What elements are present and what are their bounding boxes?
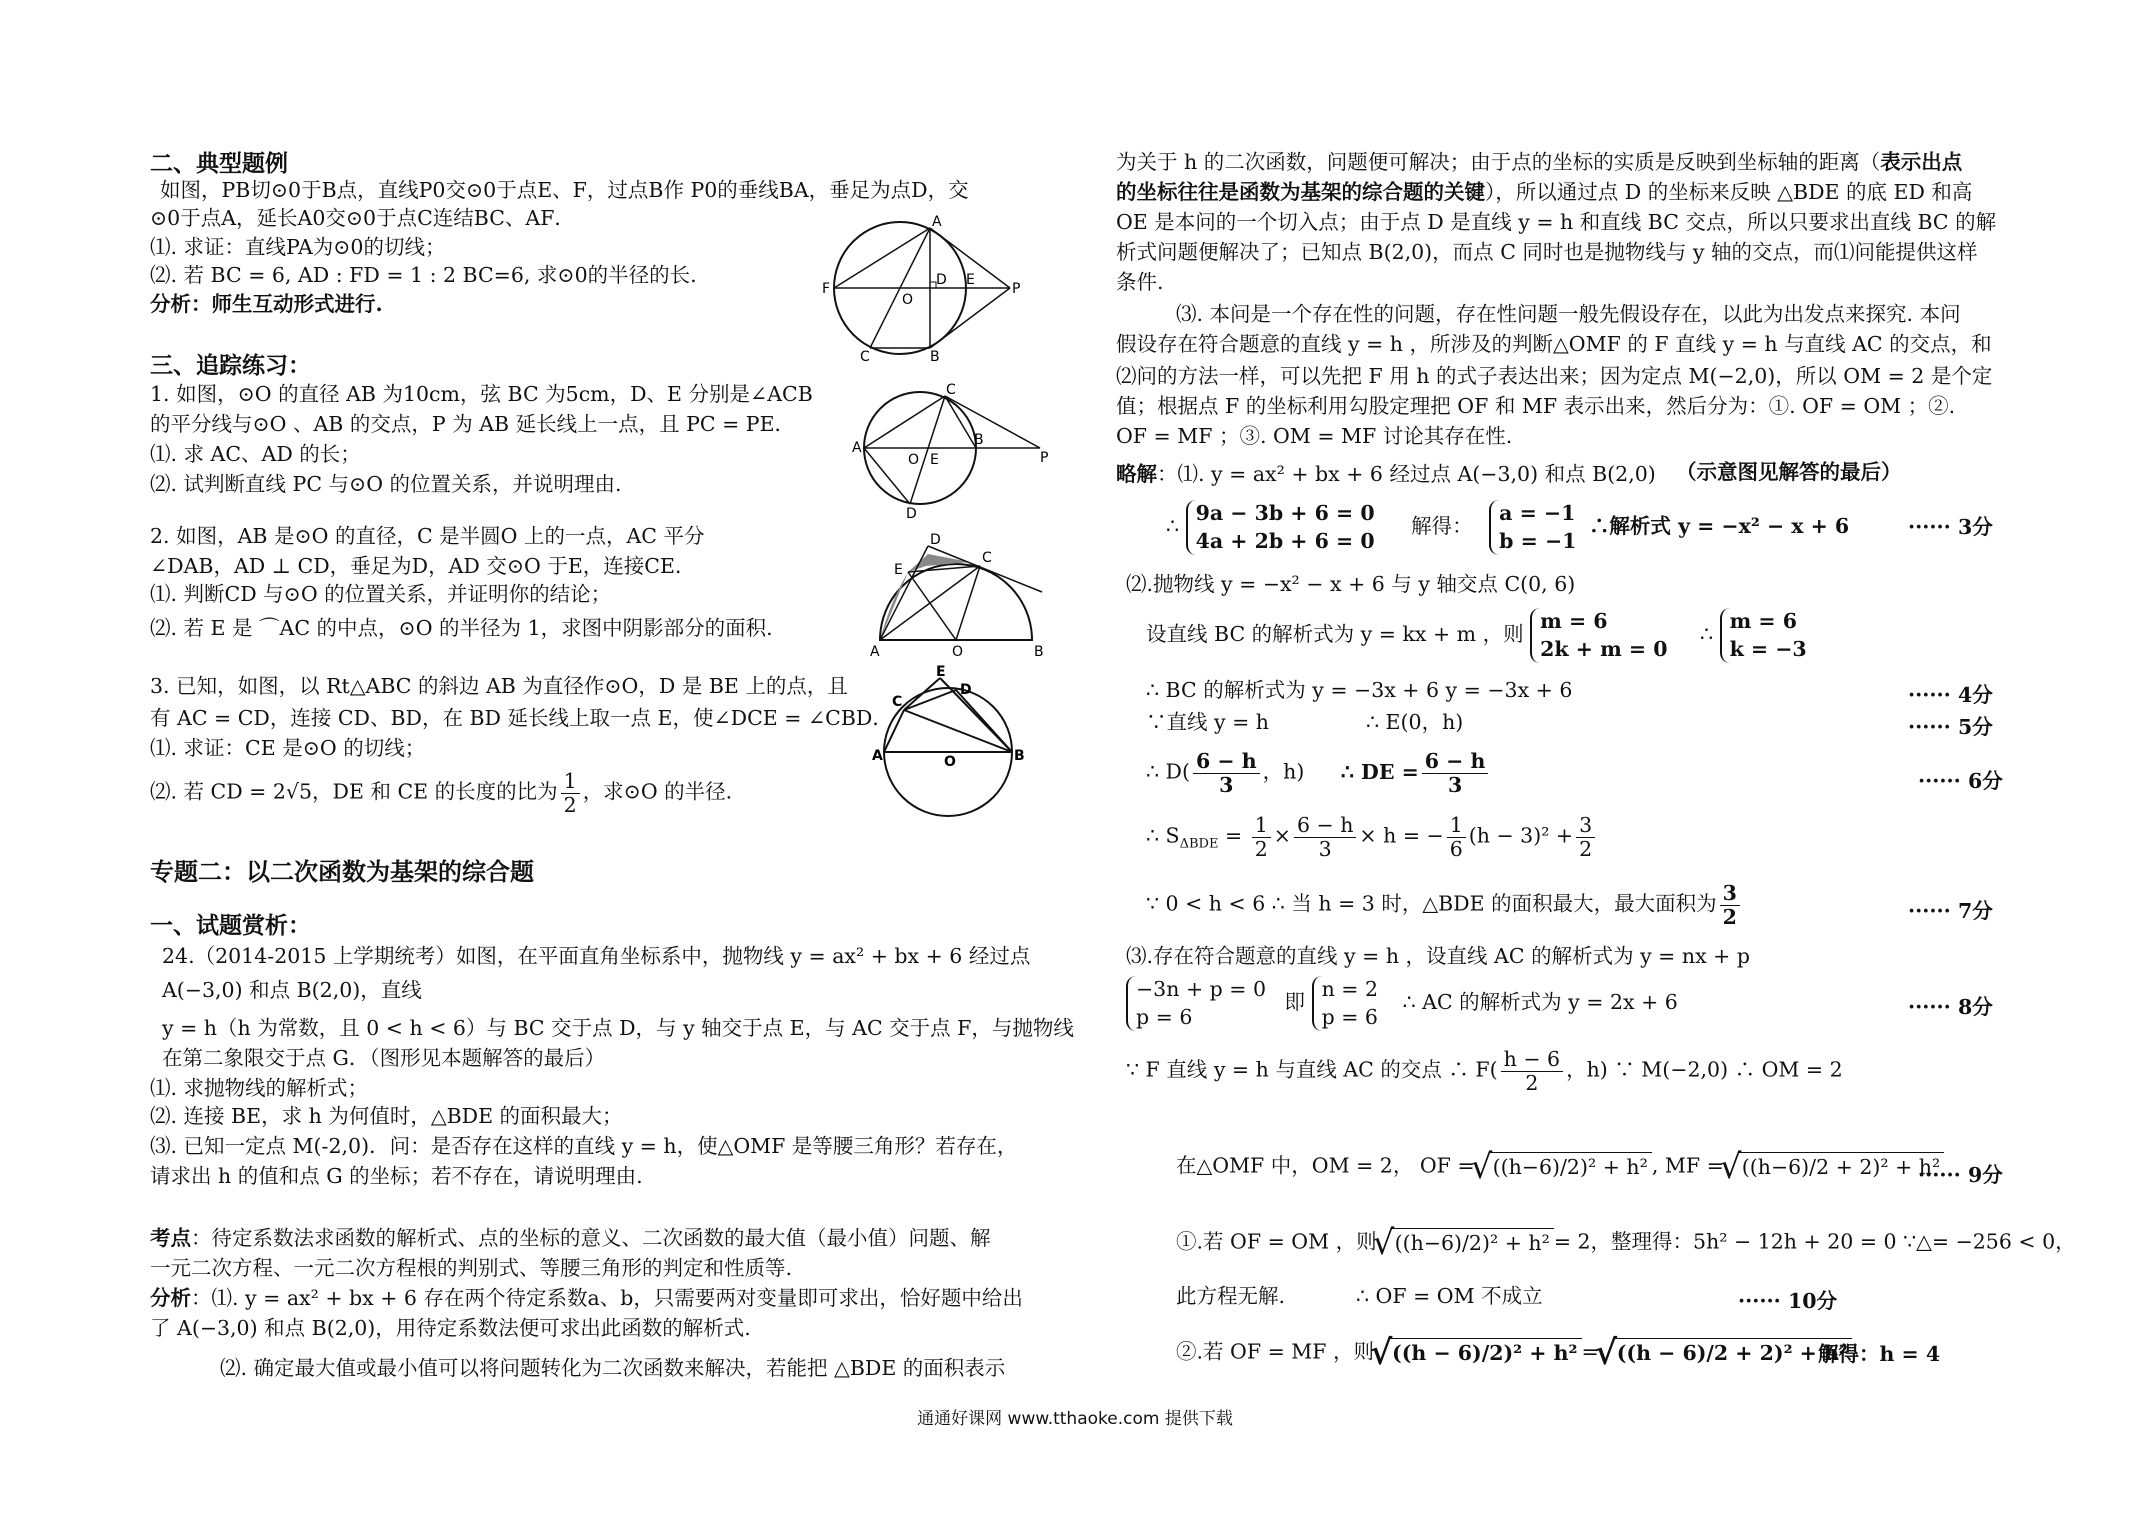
analysis-part-3: 假设存在符合题意的直线 y = h ，所涉及的判断△OMF 的 F 直线 y = h 与直线 AC 的交点，和: [1116, 332, 1992, 356]
example-question-2: ⑵. 若 BC = 6, AD : FD = 1 : 2 BC=6, 求⊙0的半径的长.: [150, 263, 697, 287]
solution-step-2: ⑵.抛物线 y = −x² − x + 6 与 y 轴交点 C(0, 6): [1126, 572, 1576, 596]
svg-text:C: C: [946, 382, 956, 398]
section-title-typical-examples: 二、典型题例: [150, 150, 288, 177]
problem-2-text: ∠DAB，AD ⊥ CD，垂足为D，AD 交⊙O 于E，连接CE．: [150, 554, 696, 578]
analysis-continued: 为关于 h 的二次函数，问题便可解决；由于点的坐标的实质是反映到坐标轴的距离（表示出点: [1116, 150, 1963, 174]
section-title-appreciation: 一、试题赏析：: [150, 912, 311, 939]
problem-2-text: 2. 如图，AB 是⊙O 的直径，C 是半圆O 上的一点，AC 平分: [150, 524, 705, 548]
figure-semicircle-shaded: [866, 532, 1066, 667]
solution-h-value: 解得：h = 4: [1818, 1342, 1941, 1366]
example-analysis: 分析：师生互动形式进行.: [150, 292, 383, 316]
question-24-part-1: ⑴. 求抛物线的解析式；: [150, 1076, 369, 1100]
solution-no-solution: 此方程无解.: [1176, 1284, 1286, 1308]
example-text: ⊙0于点A，延长A0交⊙0于点C连结BC、AF．: [150, 206, 575, 230]
score-5: ······ 5分: [1908, 715, 1993, 739]
analysis-continued: 的坐标往往是函数为基架的综合题的关键），所以通过点 D 的坐标来反映 △BDE 的底 ED 和高: [1116, 180, 1973, 204]
svg-text:O: O: [908, 452, 920, 468]
score-10: ······ 10分: [1738, 1289, 1837, 1313]
question-24-part-3: ⑶. 已知一定点 M(-2,0)．问：是否存在这样的直线 y = h，使△OMF 是等腰三角形？若存在，: [150, 1134, 1018, 1158]
footer-watermark: 通通好课网 www.tthaoke.com 提供下载: [917, 1409, 1233, 1429]
solution-omf-lengths: 在△OMF 中，OM = 2， OF =√ ((h−6)/2)² + h² , MF =√ ((h−6)/2 + 2)² + h²: [1176, 1152, 1944, 1182]
svg-text:A: A: [872, 748, 883, 764]
solution-area-bde: ∴ $S_{\Delta BDE}$ = $\frac{1}{2}$ × $\frac{6 - h}{3}$ × h = − $\frac{1}{6}$ (h − 3)² + $\frac{3}{2}$: [1146, 814, 1598, 860]
score-3: ······ 3分: [1908, 515, 1993, 539]
svg-text:A: A: [852, 440, 862, 456]
svg-text:O: O: [952, 644, 964, 660]
solution-line-e: ∵直线 y = h: [1146, 710, 1270, 734]
solution-step-3: ⑶.存在符合题意的直线 y = h ，设直线 AC 的解析式为 y = nx + p: [1126, 944, 1750, 968]
svg-text:E: E: [966, 272, 975, 288]
svg-text:O: O: [944, 754, 956, 770]
analysis-part-3: OF = MF ；③. OM = MF 讨论其存在性.: [1116, 424, 1513, 448]
svg-text:E: E: [936, 664, 946, 680]
analysis-part-3: ⑵问的方法一样，可以先把 F 用 h 的式子表达出来；因为定点 M(−2,0)，所以 OM = 2 是个定: [1116, 364, 1993, 388]
score-6: ······ 6分: [1918, 769, 2003, 793]
solution-case-2: ②.若 OF = MF ，则√ ((h − 6)/2)² + h² =√ ((h − 6)/2 + 2)² + h²: [1176, 1338, 1852, 1368]
svg-text:B: B: [930, 349, 940, 365]
svg-text:B: B: [974, 432, 984, 448]
analysis-continued: OE 是本问的一个切入点；由于点 D 是直线 y = h 和直线 BC 交点，所以只要求出直线 BC 的解: [1116, 210, 1997, 234]
svg-text:A: A: [870, 644, 880, 660]
problem-1-text: 1. 如图，⊙O 的直径 AB 为10cm，弦 BC 为5cm，D、E 分别是∠ACB: [150, 382, 813, 406]
solution-system-1: ∴ 9a − 3b + 6 = 0 4a + 2b + 6 = 0 解得： a = −1 b = −1 ∴解析式 y = −x² − x + 6: [1166, 500, 1849, 555]
problem-2-question-2: ⑵. 若 E 是 ⌒AC 的中点，⊙O 的半径为 1，求图中阴影部分的面积.: [150, 616, 773, 640]
figure-circle-abcdep: [850, 382, 1050, 522]
svg-text:O: O: [902, 292, 914, 308]
analysis: 了 A(−3,0) 和点 B(2,0)，用待定系数法便可求出此函数的解析式.: [150, 1316, 751, 1340]
figure-tangent-circle: [820, 214, 1021, 365]
problem-1-question-2: ⑵. 试判断直线 PC 与⊙O 的位置关系，并说明理由.: [150, 472, 622, 496]
solution-step-1: 略解：⑴. y = ax² + bx + 6 经过点 A(−3,0) 和点 B(2,0): [1116, 462, 1656, 486]
problem-2-question-1: ⑴. 判断CD 与⊙O 的位置关系，并证明你的结论；: [150, 582, 612, 606]
question-24-part-2: ⑵. 连接 BE，求 h 为何值时，△BDE 的面积最大；: [150, 1104, 623, 1128]
svg-text:D: D: [936, 272, 947, 288]
question-24-part-3: 请求出 h 的值和点 G 的坐标；若不存在，请说明理由.: [150, 1164, 643, 1188]
score-9: ······ 9分: [1918, 1163, 2003, 1187]
svg-text:D: D: [906, 506, 917, 522]
question-24-text: A(−3,0) 和点 B(2,0)，直线: [162, 978, 422, 1002]
question-24-text: 24.（2014-2015 上学期统考）如图，在平面直角坐标系中，抛物线 y = ax² + bx + 6 经过点: [162, 944, 1031, 968]
solution-max-area: ∵ 0 < h < 6 ∴ 当 h = 3 时，△BDE 的面积最大，最大面积为 $\frac{3}{2}$: [1146, 882, 1743, 928]
problem-3-text: 3. 已知，如图，以 Rt△ABC 的斜边 AB 为直径作⊙O，D 是 BE 上的点，且: [150, 674, 848, 698]
svg-text:D: D: [960, 682, 972, 698]
svg-text:C: C: [860, 349, 870, 365]
question-24-text: 在第二象限交于点 G．（图形见本题解答的最后）: [162, 1046, 606, 1070]
svg-text:B: B: [1034, 644, 1044, 660]
svg-text:E: E: [930, 452, 939, 468]
problem-3-question-1: ⑴. 求证：CE 是⊙O 的切线；: [150, 736, 426, 760]
topic-2-title: 专题二：以二次函数为基架的综合题: [150, 857, 534, 886]
score-7: ······ 7分: [1908, 899, 1993, 923]
solution-figure-note: （示意图见解答的最后）: [1676, 460, 1902, 484]
analysis: ⑵. 确定最大值或最小值可以将问题转化为二次函数来解决，若能把 △BDE 的面积表示: [220, 1356, 1006, 1380]
analysis-continued: 条件.: [1116, 270, 1164, 294]
analysis-part-3: 值；根据点 F 的坐标利用勾股定理把 OF 和 MF 表示出来，然后分为：①. OF = OM ；②.: [1116, 394, 1956, 418]
key-points: 一元二次方程、一元二次方程根的判别式、等腰三角形的判定和性质等.: [150, 1256, 793, 1280]
svg-text:C: C: [982, 550, 992, 566]
solution-case-1: ①.若 OF = OM ，则√ ((h−6)/2)² + h² = 2，整理得：5h² − 12h + 20 = 0 ∵△= −256 < 0，: [1176, 1228, 2076, 1258]
svg-text:D: D: [930, 532, 941, 548]
solution-point-e: ∴ E(0，h): [1366, 710, 1464, 734]
svg-text:A: A: [932, 214, 942, 230]
example-question-1: ⑴. 求证：直线PA为⊙0的切线；: [150, 235, 446, 259]
svg-text:C: C: [892, 694, 903, 710]
question-24-text: y = h（h 为常数，且 0 < h < 6）与 BC 交于点 D，与 y 轴交于点 E，与 AC 交于点 F，与抛物线: [162, 1016, 1074, 1040]
section-title-practice: 三、追踪练习：: [150, 352, 311, 379]
solution-system-ac: −3n + p = 0 p = 6 即 n = 2 p = 6 ∴ AC 的解析式为 y = 2x + 6: [1126, 976, 1678, 1031]
problem-3-text: 有 AC = CD，连接 CD、BD，在 BD 延长线上取一点 E，使∠DCE = ∠CBD．: [150, 706, 893, 730]
svg-text:P: P: [1040, 450, 1049, 466]
analysis-continued: 析式问题便解决了；已知点 B(2,0)，而点 C 同时也是抛物线与 y 轴的交点，而⑴问能提供这样: [1116, 240, 1978, 264]
solution-of-ne-om: ∴ OF = OM 不成立: [1356, 1284, 1543, 1308]
solution-point-f: ∵ F 直线 y = h 与直线 AC 的交点 ∴ F( $\frac{h - 6}{2}$ ，h) ∵ M(−2,0) ∴ OM = 2: [1126, 1047, 1843, 1095]
score-4: ······ 4分: [1908, 683, 1993, 707]
problem-1-question-1: ⑴. 求 AC、AD 的长；: [150, 442, 361, 466]
solution-point-d: ∴ D( $\frac{6 - h}{3}$ ，h) ∴ DE = $\frac{6 - h}{3}$: [1146, 750, 1491, 796]
solution-line-bc: 设直线 BC 的解析式为 y = kx + m ，则 m = 6 2k + m = 0 ∴ m = 6 k = −3: [1146, 608, 1807, 663]
problem-3-question-2: ⑵. 若 CD = 2√5，DE 和 CE 的长度的比为 $\frac{1}{2}$ ，求⊙O 的半径.: [150, 769, 733, 817]
analysis-part-3: ⑶. 本问是一个存在性的问题，存在性问题一般先假设存在，以此为出发点来探究. 本问: [1176, 302, 1961, 326]
svg-text:F: F: [822, 281, 831, 297]
key-points: 考点：待定系数法求函数的解析式、点的坐标的意义、二次函数的最大值（最小值）问题、解: [150, 1226, 991, 1250]
example-text: 如图，PB切⊙0于B点，直线P0交⊙0于点E、F，过点B作 P0的垂线BA，垂足为点D，交: [160, 178, 969, 202]
figure-circle-abcde: [856, 664, 1056, 825]
score-8: ······ 8分: [1908, 995, 1993, 1019]
analysis: 分析：⑴. y = ax² + bx + 6 存在两个待定系数a、b，只需要两对变量即可求出，恰好题中给出: [150, 1286, 1023, 1310]
problem-1-text: 的平分线与⊙O 、AB 的交点，P 为 AB 延长线上一点，且 PC = PE．: [150, 412, 796, 436]
solution-bc-result: ∴ BC 的解析式为 y = −3x + 6 y = −3x + 6: [1146, 678, 1573, 702]
svg-text:P: P: [1012, 281, 1021, 297]
svg-text:E: E: [894, 562, 903, 578]
svg-text:B: B: [1014, 748, 1025, 764]
